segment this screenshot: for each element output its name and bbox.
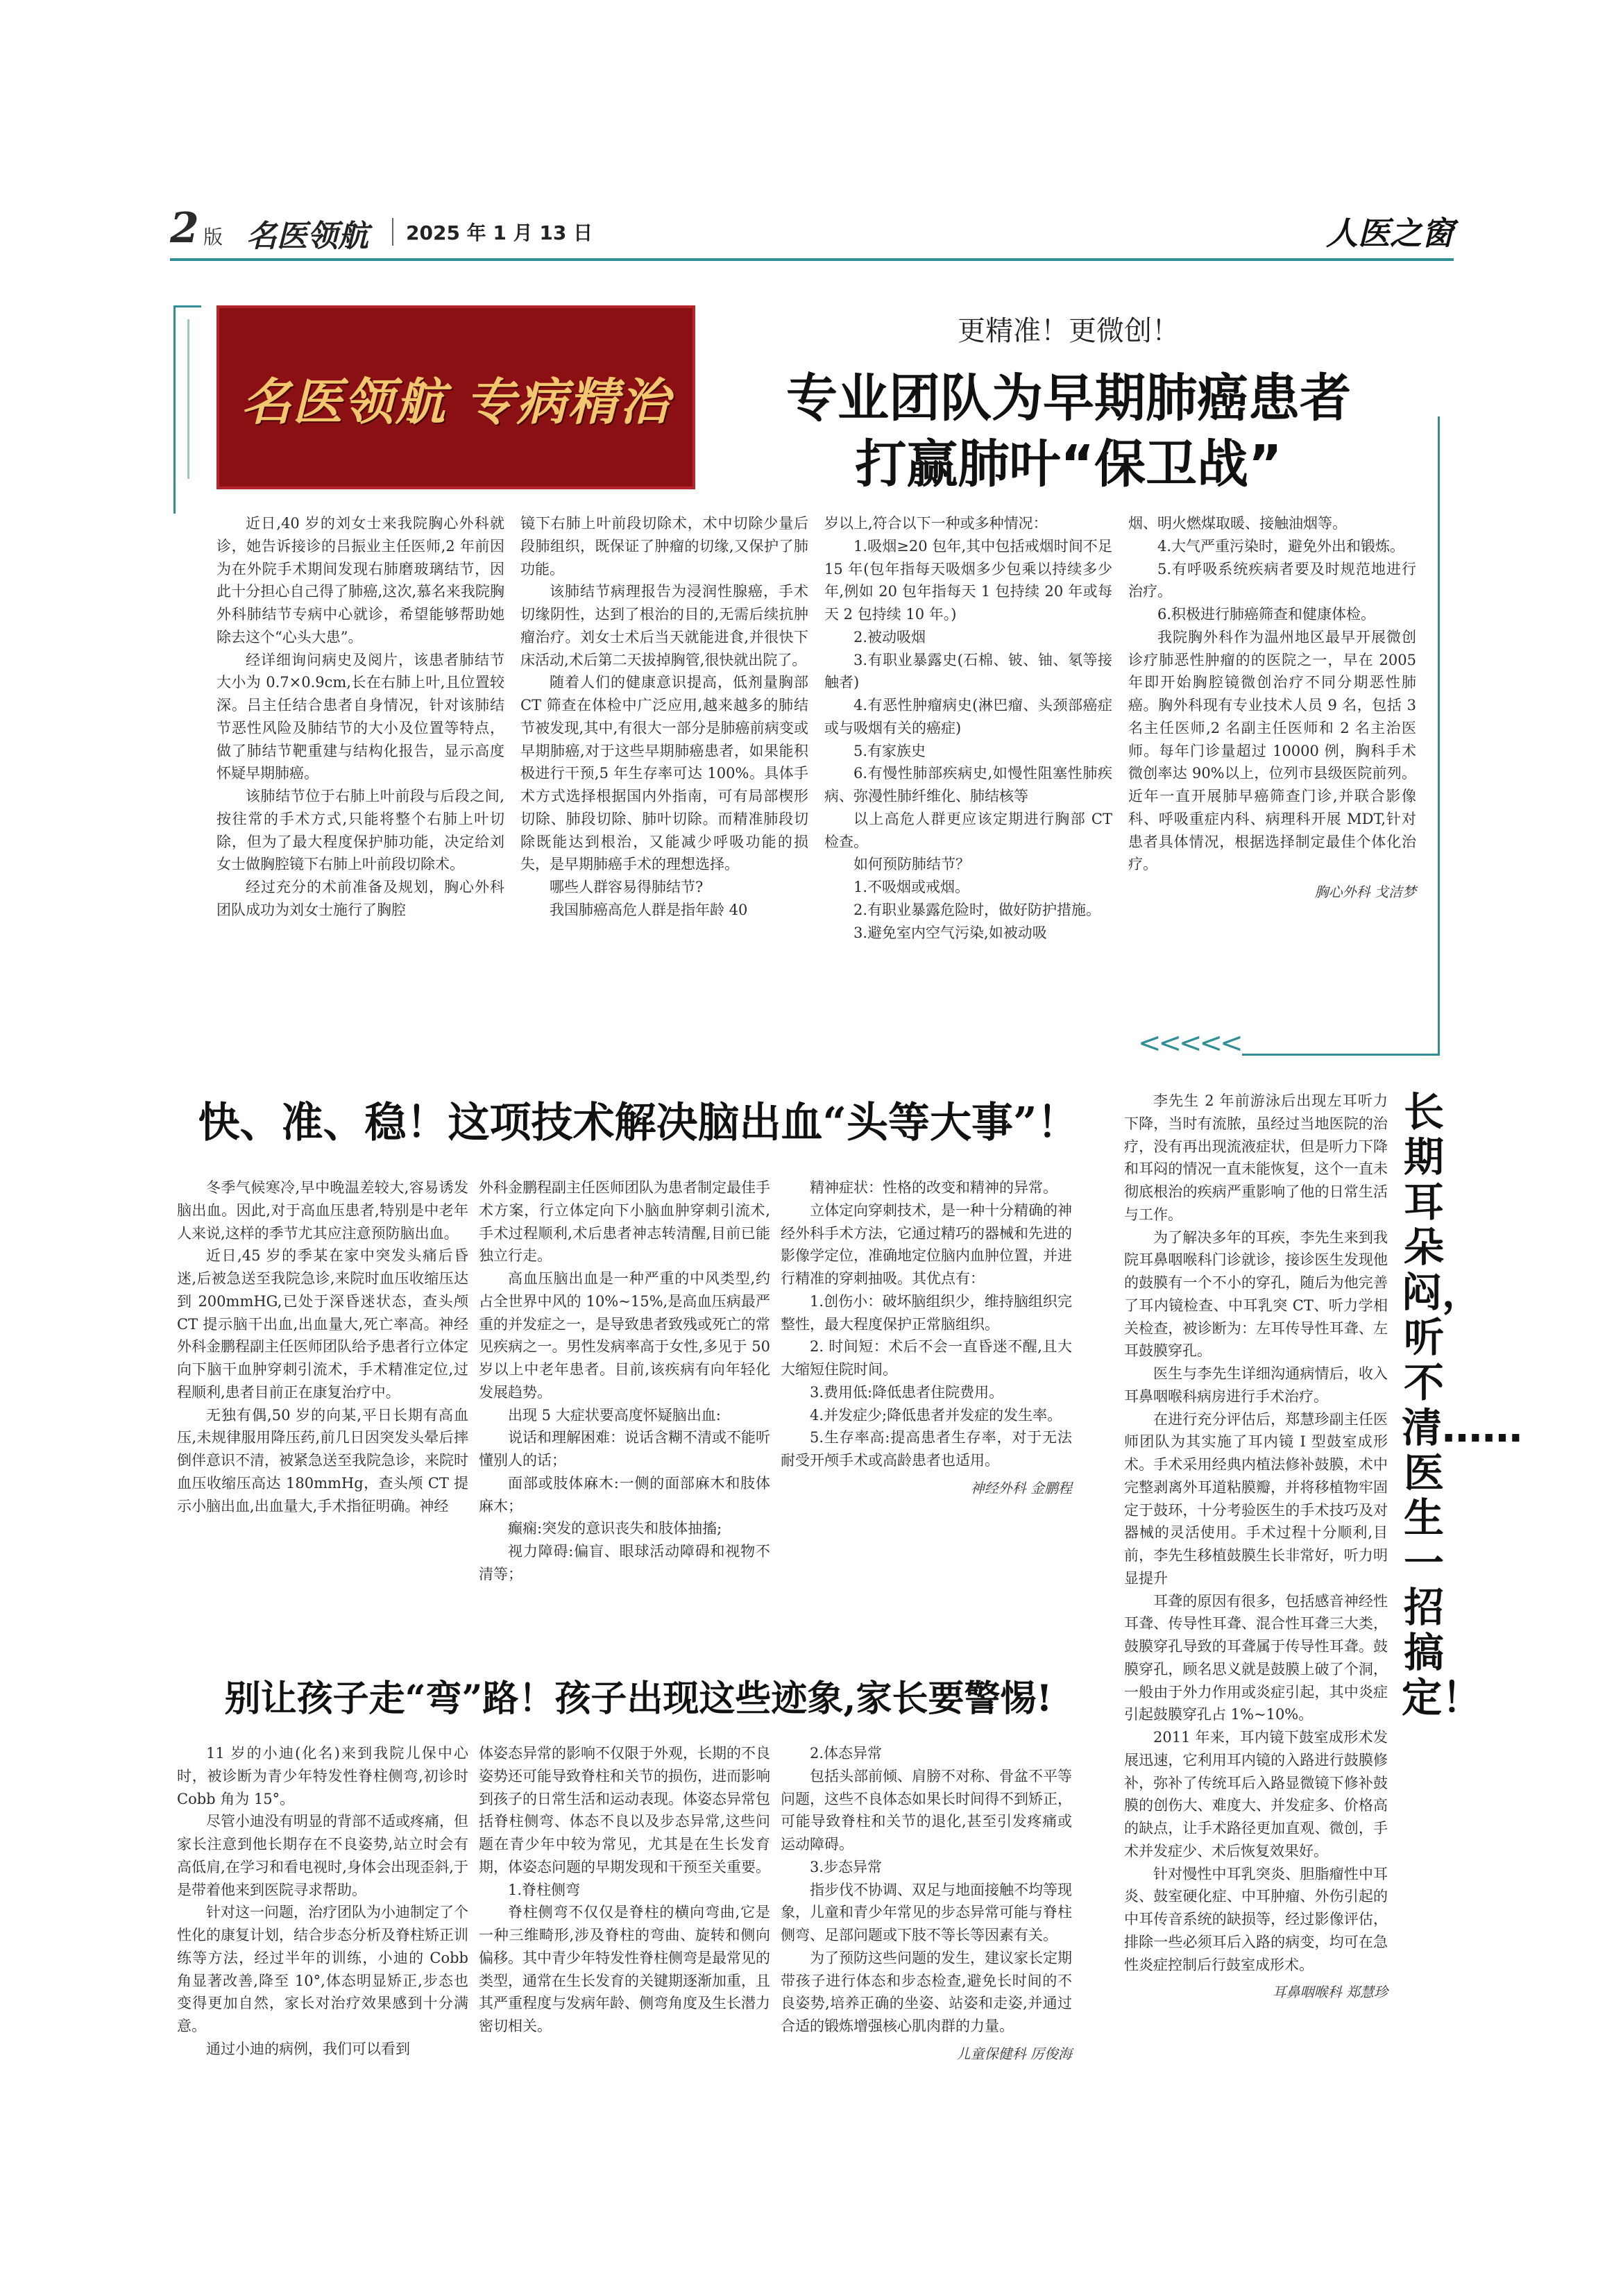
paragraph: 3.有职业暴露史(石棉、铍、铀、氡等接触者)	[824, 651, 1112, 691]
paragraph: 1.吸烟≥20 包年,其中包括戒烟时间不足 15 年(包年指每天吸烟多少包乘以持续多少年,例如 20 包年指每天 1 包持续 20 年或每天 2 包持续 10 年。)	[824, 537, 1112, 623]
paragraph: 近日,40 岁的刘女士来我院胸心外科就诊，她告诉接诊的吕振业主任医师,2 年前因为在外院手术期间发现右肺磨玻璃结节，因此十分担心自己得了肺癌,这次,慕名来我院胸外科肺结节专病中心就诊，希望能够帮助她除去这个“心头大患”。	[216, 515, 504, 645]
paragraph: 2.被动吸烟	[853, 628, 926, 645]
paragraph: 5.生存率高:提高患者生存率，对于无法耐受开颅手术或高龄患者也适用。	[781, 1429, 1072, 1469]
paragraph: 包括头部前倾、肩膀不对称、骨盆不平等问题，这些不良体态如果长时间得不到矫正，可能导致脊柱和关节的退化,甚至引发疼痛或运动障碍。	[781, 1767, 1072, 1852]
paragraph: 4.有恶性肿瘤病史(淋巴瘤、头颈部癌症或与吸烟有关的癌症)	[824, 697, 1112, 736]
paragraph: 立体定向穿刺技术，是一种十分精确的神经外科手术方法，它通过精巧的器械和先进的影像学定位，准确地定位脑内血肿位置，并进行精准的穿刺抽吸。其优点有：	[781, 1201, 1072, 1287]
paragraph: 外科金鹏程副主任医师团队为患者制定最佳手术方案，行立体定向下小脑血肿穿刺引流术,手术过程顺利,术后患者神志转清醒,目前已能独立行走。	[479, 1179, 770, 1265]
paragraph: 2. 时间短：术后不会一直昏迷不醒,且大大缩短住院时间。	[781, 1338, 1072, 1378]
paragraph: 岁以上,符合以下一种或多种情况：	[824, 515, 1048, 532]
paragraph: 经过充分的术前准备及规划，胸心外科团队成功为刘女士施行了胸腔	[216, 879, 504, 918]
article1-title-line2: 打赢肺叶“保卫战”	[855, 434, 1282, 494]
paragraph: 在进行充分评估后，郑慧珍副主任医师团队为其实施了耳内镜 I 型鼓室成形术。手术采用经典内植法修补鼓膜，术中完整剥离外耳道粘膜瓣，并将移植物牢固定于鼓环，十分考验医生的手术技巧及对器械的灵活使用。手术过程十分顺利,目前，李先生移植鼓膜生长非常好，听力明显提升	[1124, 1410, 1388, 1587]
paragraph: 哪些人群容易得肺结节?	[550, 879, 704, 895]
paragraph: 我国肺癌高危人群是指年龄 40	[550, 901, 748, 918]
article1-byline: 胸心外科 戈洁梦	[1314, 884, 1416, 900]
article1-col3	[824, 512, 1112, 944]
paragraph: 6.积极进行肺癌筛查和健康体检。	[1157, 606, 1376, 623]
paragraph: 视力障碍:偏盲、眼球活动障碍和视物不清等；	[479, 1543, 770, 1582]
header-divider	[392, 218, 393, 246]
paragraph: 镜下右肺上叶前段切除术，术中切除少量后段肺组织，既保证了肿瘤的切缘,又保护了肺功能。	[520, 515, 808, 577]
article4-body	[1124, 1090, 1388, 2003]
paragraph: 如何预防肺结节？	[853, 856, 970, 873]
paragraph: 为了预防这些问题的发生，建议家长定期带孩子进行体态和步态检查,避免长时间的不良姿势,培养正确的坐姿、站姿和走姿,并通过合适的锻炼增强核心肌肉群的力量。	[781, 1949, 1072, 2034]
paragraph: 6.有慢性肺部疾病史,如慢性阻塞性肺疾病、弥漫性肺纤维化、肺结核等	[824, 765, 1112, 804]
paragraph: 2.有职业暴露危险时，做好防护措施。	[853, 901, 1101, 918]
article2-col1	[177, 1176, 468, 1517]
paragraph: 11 岁的小迪(化名)来到我院儿保中心时，被诊断为青少年特发性脊柱侧弯,初诊时 Cobb 角为 15°。	[177, 1745, 468, 1807]
frame-right-line	[1438, 416, 1440, 1055]
paragraph: 2.体态异常	[810, 1745, 883, 1762]
paragraph: 1.不吸烟或戒烟。	[853, 879, 970, 895]
frame-inner-line	[187, 319, 189, 479]
paragraph: 3.避免室内空气污染,如被动吸	[853, 924, 1047, 941]
frame-top-line	[173, 305, 201, 307]
paragraph: 耳聋的原因有很多，包括感音神经性耳聋、传导性耳聋、混合性耳聋三大类，鼓膜穿孔导致的耳聋属于传导性耳聋。鼓膜穿孔，顾名思义就是鼓膜上破了个洞，一般由于外力作用或炎症引起，其中炎症引起鼓膜穿孔占 1%~10%。	[1124, 1592, 1388, 1723]
article2-col3	[781, 1176, 1072, 1499]
paragraph: 该肺结节病理报告为浸润性腺癌，手术切缘阴性，达到了根治的目的,无需后续抗肿瘤治疗。刘女士术后当天就能进食,并很快下床活动,术后第二天拔掉胸管,很快就出院了。	[520, 583, 808, 668]
article1-col4	[1128, 512, 1416, 903]
paragraph: 出现 5 大症状要高度怀疑脑出血:	[508, 1406, 721, 1424]
article1-title-line1: 专业团队为早期肺癌患者	[786, 369, 1351, 428]
article1-kicker: 更精准！更微创！	[958, 315, 1180, 347]
paragraph: 冬季气候寒冷,早中晚温差较大,容易诱发脑出血。因此,对于高血压患者,特别是中老年人来说,这样的季节尤其应注意预防脑出血。	[177, 1179, 468, 1242]
paragraph: 李先生 2 年前游泳后出现左耳听力下降，当时有流脓，虽经过当地医院的治疗，没有再出现流液症状，但是听力下降和耳闷的情况一直未能恢复，这个一直未彻底根治的疾病严重影响了他的日常生活与工作。	[1124, 1092, 1388, 1223]
paragraph: 为了解决多年的耳疾，李先生来到我院耳鼻咽喉科门诊就诊，接诊医生发现他的鼓膜有一个不小的穿孔，随后为他完善了耳内镜检查、中耳乳突 CT、听力学相关检查，被诊断为：左耳传导性耳聋、左耳鼓膜穿孔。	[1124, 1229, 1388, 1360]
issue-date: 2025 年 1 月 13 日	[406, 221, 593, 244]
paragraph: 烟、明火燃煤取暖、接触油烟等。	[1128, 515, 1347, 532]
frame-left-line	[173, 305, 176, 514]
paragraph: 尽管小迪没有明显的背部不适或疼痛，但家长注意到他长期存在不良姿势,站立时会有高低肩,在学习和看电视时,身体会出现歪斜,于是带着他来到医院寻求帮助。	[177, 1813, 468, 1898]
paragraph: 癫痫:突发的意识丧失和肢体抽搐;	[508, 1520, 722, 1537]
paragraph: 随着人们的健康意识提高，低剂量胸部 CT 筛查在体检中广泛应用,越来越多的肺结节被发现,其中,有很大一部分是肺癌前病变或早期肺癌,对于这些早期肺癌患者，如果能积极进行干预,5 年生存率可达 100%。具体手术方式选择根据国内外指南，可有局部楔形切除、肺段切除、肺叶切除。而精准肺段切除既能达到根治，又能减少呼吸功能的损失，是早期肺癌手术的理想选择。	[520, 674, 808, 873]
paragraph: 脊柱侧弯不仅仅是脊柱的横向弯曲,它是一种三维畸形,涉及脊柱的弯曲、旋转和侧向偏移。其中青少年特发性脊柱侧弯是最常见的类型，通常在生长发育的关键期逐渐加重，且其严重程度与发病年龄、侧弯角度及生长潜力密切相关。	[479, 1904, 770, 2034]
paragraph: 3.步态异常	[810, 1858, 883, 1875]
paragraph: 经详细询问病史及阅片，该患者肺结节大小为 0.7×0.9cm,长在右肺上叶,且位置较深。吕主任结合患者自身情况，针对该肺结节恶性风险及肺结节的大小及位置等特点，做了肺结节靶重建与结构化报告，显示高度怀疑早期肺癌。	[216, 651, 504, 782]
paragraph: 针对慢性中耳乳突炎、胆脂瘤性中耳炎、鼓室硬化症、中耳肿瘤、外伤引起的中耳传音系统的缺损等，经过影像评估，排除一些必须耳后入路的病变，均可在急性炎症控制后行鼓室成形术。	[1124, 1865, 1388, 1973]
paper-logo: 人医之窗	[1326, 214, 1454, 252]
article3-col2	[479, 1742, 770, 2038]
paragraph: 医生与李先生详细沟通病情后，收入耳鼻咽喉科病房进行手术治疗。	[1124, 1365, 1388, 1405]
paragraph: 1.创伤小：破坏脑组织少，维持脑组织完整性，最大程度保护正常脑组织。	[781, 1292, 1072, 1333]
paragraph: 无独有偶,50 岁的向某,平日长期有高血压,未规律服用降压药,前几日因突发头晕后摔倒伴意识不清，被紧急送至我院急诊，来院时血压收缩压高达 180mmHg，查头颅 CT 提示小脑出血,出血量大,手术指征明确。神经	[177, 1406, 468, 1514]
article3-title: 别让孩子走“弯”路！孩子出现这些迹象,家长要警惕!	[224, 1678, 1053, 1720]
article2-byline: 神经外科 金鹏程	[970, 1479, 1072, 1496]
chevron-decoration-icon: <<<<<	[1138, 1027, 1241, 1059]
paragraph: 该肺结节位于右肺上叶前段与后段之间,按往常的手术方式,只能将整个右肺上叶切除，但为了最大程度保护肺功能，决定给刘女士做胸腔镜下右肺上叶前段切除术。	[216, 788, 504, 873]
article3-col3	[781, 1742, 1072, 2065]
banner-text: 名医领航 专病精治	[241, 371, 671, 431]
frame-bottom-line	[1242, 1054, 1440, 1056]
paragraph: 说话和理解困难：说话含糊不清或不能听懂别人的话；	[479, 1429, 770, 1469]
paragraph: 高血压脑出血是一种严重的中风类型,约占全世界中风的 10%~15%,是高血压病最严重的并发症之一，是导致患者致残或死亡的常见疾病之一。男性发病率高于女性,多见于 50 岁以上中老年患者。目前,该疾病有向年轻化发展趋势。	[479, 1270, 770, 1401]
paragraph: 体姿态异常的影响不仅限于外观，长期的不良姿势还可能导致脊柱和关节的损伤，进而影响到孩子的日常生活和运动表现。体姿态异常包括脊柱侧弯、体态不良以及步态异常,这些问题在青少年中较为常见，尤其是在生长发育期，体姿态问题的早期发现和干预至关重要。	[479, 1745, 770, 1875]
paragraph: 近日,45 岁的季某在家中突发头痛后昏迷,后被急送至我院急诊,来院时血压收缩压达到 200mmHG,已处于深昏迷状态，查头颅 CT 提示脑干出血,出血量大,死亡率高。神经外科金鹏程副主任医师团队给予患者行立体定向下脑干血肿穿刺引流术，手术精准定位,过程顺利,患者目前正在康复治疗中。	[177, 1247, 468, 1401]
paragraph: 通过小迪的病例，我们可以看到	[206, 2040, 410, 2057]
article1-col2	[520, 512, 808, 922]
paragraph: 我院胸外科作为温州地区最早开展微创诊疗肺恶性肿瘤的的医院之一，早在 2005 年即开始胸腔镜微创治疗不同分期恶性肺癌。胸外科现有专业技术人员 9 名，包括 3 名主任医师,2 名副主任医师和 2 名主治医师。每年门诊量超过 10000 例，胸科手术微创率达 90%以上，位列市县级医院前列。近年一直开展肺早癌筛查门诊,并联合影像科、呼吸重症内科、病理科开展 MDT,针对患者具体情况，根据选择制定最佳个体化治疗。	[1128, 628, 1416, 873]
paragraph: 以上高危人群更应该定期进行胸部 CT 检查。	[824, 810, 1112, 850]
paragraph: 2011 年来，耳内镜下鼓室成形术发展迅速，它利用耳内镜的入路进行鼓膜修补，弥补了传统耳后入路显微镜下修补鼓膜的创伤大、难度大、并发症多、价格高的缺点，让手术路径更加直观、微创，手术并发症少、术后恢复效果好。	[1124, 1729, 1388, 1859]
article4-byline: 耳鼻咽喉科 郑慧珍	[1272, 1984, 1388, 2001]
paragraph: 5.有家族史	[853, 742, 926, 759]
article2-title: 快、准、稳！这项技术解决脑出血“头等大事”！	[198, 1099, 1079, 1147]
article1-col1	[216, 512, 504, 922]
article2-col2	[479, 1176, 770, 1586]
paragraph: 4.并发症少;降低患者并发症的发生率。	[810, 1406, 1062, 1424]
paragraph: 指步伐不协调、双足与地面接触不均等现象，儿童和青少年常见的步态异常可能与脊柱侧弯、足部问题或下肢不等长等因素有关。	[781, 1881, 1072, 1943]
page-number: 2	[170, 204, 199, 253]
page-suffix: 版	[203, 226, 223, 248]
article4-title: 长期耳朵闷，听不清……医生一招搞定！	[1402, 1088, 1523, 1722]
paragraph: 4.大气严重污染时，避免外出和锻炼。	[1157, 537, 1405, 555]
paragraph: 1.脊柱侧弯	[508, 1881, 581, 1898]
paragraph: 5.有呼吸系统疾病者要及时规范地进行治疗。	[1128, 560, 1416, 600]
page-header	[170, 204, 1454, 257]
banner	[216, 305, 695, 489]
article3-byline: 儿童保健科 厉俊海	[956, 2045, 1072, 2062]
paragraph: 针对这一问题，治疗团队为小迪制定了个性化的康复计划，结合步态分析及脊柱矫正训练等方法，经过半年的训练，小迪的 Cobb 角显著改善,降至 10°,体态明显矫正,步态也变得更加自然，家长对治疗效果感到十分满意。	[177, 1904, 468, 2034]
paragraph: 3.费用低:降低患者住院费用。	[810, 1383, 1004, 1401]
header-rule	[170, 258, 1454, 261]
paragraph: 面部或肢体麻木:一侧的面部麻木和肢体麻木；	[479, 1474, 770, 1514]
section-title: 名医领航	[246, 219, 368, 254]
article3-col1	[177, 1742, 468, 2061]
paragraph: 精神症状：性格的改变和精神的异常。	[810, 1179, 1057, 1196]
